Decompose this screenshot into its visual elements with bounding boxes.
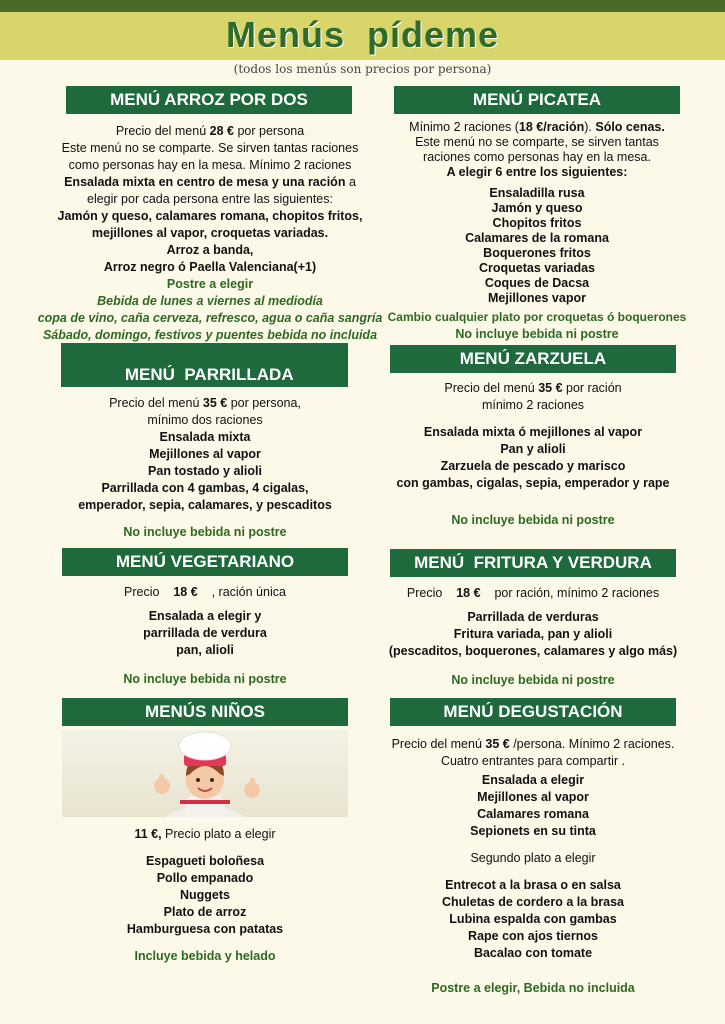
- picatea-item: Boquerones fritos: [483, 246, 591, 260]
- page-subtitle: (todos los menús son precios por persona): [233, 62, 492, 76]
- arroz-salad: Ensalada mixta en centro de mesa y una ración a: [64, 175, 356, 189]
- arroz-drinks: Sábado, domingo, festivos y puentes bebida no incluida: [42, 328, 378, 342]
- fritura-item: Parrillada de verduras: [467, 610, 599, 624]
- zarzuela-item: Pan y alioli: [500, 442, 566, 456]
- parrillada-min: mínimo dos raciones: [147, 413, 263, 427]
- picatea-min: Mínimo 2 raciones (18 €/ración). Sólo cenas.: [409, 120, 665, 134]
- heading-parrillada: MENÚ PARRILLADA: [61, 343, 348, 387]
- parrillada-price: Precio del menú 35 € por persona,: [109, 396, 301, 410]
- parrillada-item: emperador, sepia, calamares, y pescaditos: [78, 498, 332, 512]
- section-ninos: [30, 826, 380, 965]
- arroz-item: Arroz negro ó Paella Valenciana(+1): [103, 260, 317, 274]
- arroz-text: como personas hay en la mesa. Mínimo 2 raciones: [68, 158, 352, 172]
- heading-degustacion: MENÚ DEGUSTACIÓN: [390, 698, 676, 726]
- parrillada-item: Mejillones al vapor: [149, 447, 261, 461]
- ninos-price: 11 €, Precio plato a elegir: [134, 827, 276, 841]
- zarzuela-item: Zarzuela de pescado y marisco: [440, 459, 626, 473]
- picatea-item: Mejillones vapor: [488, 291, 586, 305]
- section-arroz: [30, 123, 390, 344]
- arroz-item: mejillones al vapor, croquetas variadas.: [91, 226, 329, 240]
- zarzuela-price: Precio del menú 35 € por ración: [444, 381, 622, 395]
- degustacion-main: Bacalao con tomate: [473, 946, 593, 960]
- degustacion-starter: Sepionets en su tinta: [470, 824, 596, 838]
- picatea-item: Ensaladilla rusa: [489, 186, 585, 200]
- vegetariano-price: Precio 18 € , ración única: [124, 585, 286, 599]
- degustacion-starter: Ensalada a elegir: [481, 773, 585, 787]
- heading-zarzuela: MENÚ ZARZUELA: [390, 345, 676, 373]
- vegetariano-item: Ensalada a elegir y: [148, 609, 262, 623]
- fritura-item: Fritura variada, pan y alioli: [453, 627, 613, 641]
- picatea-swap: Cambio cualquier plato por croquetas ó boquerones: [387, 310, 687, 324]
- fritura-item: (pescaditos, boquerones, calamares y algo más): [388, 644, 678, 658]
- degustacion-main: Rape con ajos tiernos: [468, 929, 598, 943]
- arroz-choose: elegir por cada persona entre las siguientes:: [87, 192, 333, 206]
- picatea-note: No incluye bebida ni postre: [455, 327, 619, 341]
- picatea-text: raciones como personas hay en la mesa.: [423, 150, 651, 164]
- ninos-item: Espagueti boloñesa: [145, 854, 265, 868]
- heading-fritura: MENÚ FRITURA Y VERDURA: [390, 549, 676, 577]
- section-vegetariano: [30, 584, 380, 688]
- degustacion-starters-label: Cuatro entrantes para compartir .: [440, 754, 626, 768]
- degustacion-note: Postre a elegir, Bebida no incluida: [431, 981, 635, 995]
- ninos-item: Hamburguesa con patatas: [126, 922, 284, 936]
- section-zarzuela: [368, 380, 698, 529]
- heading-vegetariano: MENÚ VEGETARIANO: [62, 548, 348, 576]
- degustacion-starter: Mejillones al vapor: [477, 790, 589, 804]
- picatea-item: Croquetas variadas: [478, 261, 596, 275]
- picatea-choose: A elegir 6 entre los siguientes:: [446, 165, 628, 179]
- arroz-price: Precio del menú 28 € por persona: [115, 124, 305, 138]
- arroz-item: Jamón y queso, calamares romana, chopitos fritos,: [57, 209, 363, 223]
- zarzuela-item: con gambas, cigalas, sepia, emperador y rape: [396, 476, 670, 490]
- ninos-item: Pollo empanado: [156, 871, 254, 885]
- page-title: Menús pídeme: [225, 14, 500, 55]
- picatea-item: Coques de Dacsa: [484, 276, 590, 290]
- parrillada-item: Ensalada mixta: [159, 430, 251, 444]
- heading-arroz: MENÚ ARROZ POR DOS: [66, 86, 352, 114]
- picatea-item: Jamón y queso: [491, 201, 583, 215]
- arroz-text: Este menú no se comparte. Se sirven tantas raciones: [61, 141, 359, 155]
- degustacion-main: Entrecot a la brasa o en salsa: [445, 878, 621, 892]
- arroz-dessert: Postre a elegir: [166, 277, 254, 291]
- degustacion-main: Chuletas de cordero a la brasa: [441, 895, 624, 909]
- zarzuela-min: mínimo 2 raciones: [481, 398, 585, 412]
- arroz-item: Arroz a banda,: [166, 243, 254, 257]
- fritura-price: Precio 18 € por ración, mínimo 2 raciones: [406, 586, 660, 600]
- zarzuela-item: Ensalada mixta ó mejillones al vapor: [423, 425, 643, 439]
- arroz-drinks: copa de vino, caña cerveza, refresco, agua o caña sangría: [37, 311, 383, 325]
- picatea-item: Calamares de la romana: [465, 231, 609, 245]
- vegetariano-item: parrillada de verdura: [143, 626, 267, 640]
- child-chef-photo: [62, 730, 348, 817]
- section-fritura: [368, 585, 698, 689]
- arroz-drinks: Bebida de lunes a viernes al mediodía: [97, 294, 323, 308]
- parrillada-note: No incluye bebida ni postre: [123, 525, 287, 539]
- parrillada-item: Pan tostado y alioli: [148, 464, 262, 478]
- vegetariano-item: pan, alioli: [176, 643, 234, 657]
- heading-picatea: MENÚ PICATEA: [394, 86, 680, 114]
- child-chef-icon: [62, 730, 348, 817]
- degustacion-price: Precio del menú 35 € /persona. Mínimo 2 raciones.: [391, 737, 675, 751]
- fritura-note: No incluye bebida ni postre: [451, 673, 615, 687]
- top-bar: [0, 0, 725, 12]
- heading-ninos: MENÚS NIÑOS: [62, 698, 348, 726]
- parrillada-item: Parrillada con 4 gambas, 4 cigalas,: [101, 481, 309, 495]
- ninos-item: Plato de arroz: [163, 905, 247, 919]
- degustacion-starter: Calamares romana: [477, 807, 589, 821]
- picatea-item: Chopitos fritos: [492, 216, 582, 230]
- degustacion-second-label: Segundo plato a elegir: [470, 851, 596, 865]
- zarzuela-note: No incluye bebida ni postre: [451, 513, 615, 527]
- section-parrillada: [30, 395, 380, 541]
- section-picatea: [372, 120, 702, 342]
- ninos-item: Nuggets: [180, 888, 230, 902]
- section-degustacion: [368, 736, 698, 997]
- degustacion-main: Lubina espalda con gambas: [449, 912, 617, 926]
- vegetariano-note: No incluye bebida ni postre: [123, 672, 287, 686]
- ninos-note: Incluye bebida y helado: [134, 949, 276, 963]
- picatea-text: Este menú no se comparte, se sirven tantas: [415, 135, 659, 149]
